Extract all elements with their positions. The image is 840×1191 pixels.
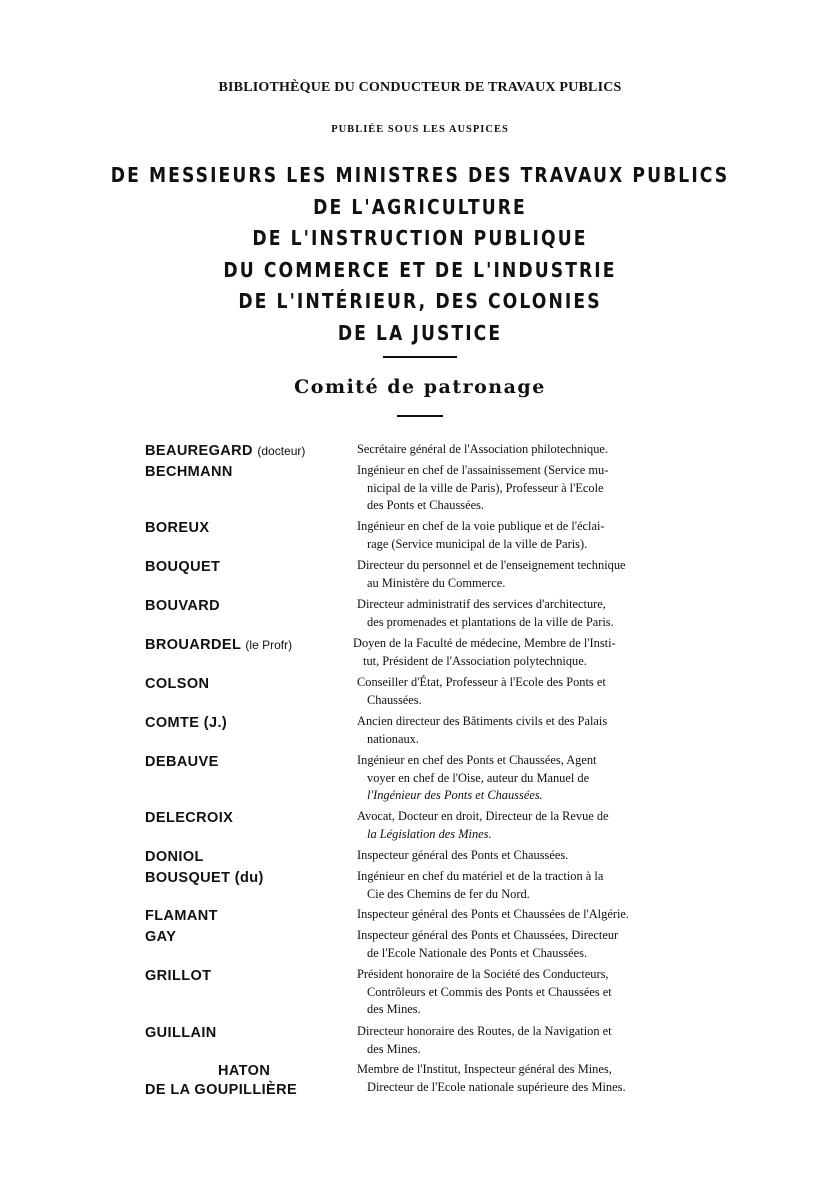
description-line: Secrétaire général de l'Association philotechnique. (357, 442, 608, 456)
description-line: tut, Président de l'Association polytechnique. (363, 653, 587, 668)
member-name: BOUSQUET (du) (145, 870, 264, 886)
member-name: DONIOL (145, 849, 204, 865)
member-name: GRILLOT (145, 968, 212, 984)
description-line: Membre de l'Institut, Inspecteur général des Mines, (357, 1062, 612, 1076)
member-description (357, 966, 713, 1019)
description-line: au Ministère du Commerce. (367, 575, 506, 590)
member-name: COMTE (J.) (145, 715, 228, 731)
description-line: rage (Service municipal de la ville de Paris). (367, 536, 588, 551)
member-description (357, 906, 713, 924)
description-line: Inspecteur général des Ponts et Chaussées. (357, 848, 569, 862)
member-surname: BEAUREGARD (145, 443, 253, 459)
ministry-line: DE L'INSTRUCTION PUBLIQUE (252, 226, 588, 250)
description-line: des Mines. (367, 1041, 421, 1056)
description-line: Directeur administratif des services d'architecture, (357, 597, 606, 611)
description-line: voyer en chef de l'Oise, auteur du Manuel de (367, 770, 590, 785)
ministry-line: DE L'INTÉRIEUR, DES COLONIES (238, 289, 602, 313)
description-line: Avocat, Docteur en droit, Directeur de la Revue de (357, 809, 609, 823)
member-description (357, 713, 713, 748)
description-line: Ingénieur en chef de la voie publique et de l'éclai- (357, 519, 605, 533)
divider-rule (383, 356, 457, 358)
member-qualifier: (le Profr) (245, 638, 293, 652)
description-line: Doyen de la Faculté de médecine, Membre de l'Insti- (353, 636, 616, 650)
member-description (357, 674, 713, 709)
member-name: DEBAUVE (145, 754, 219, 770)
description-line: Chaussées. (367, 692, 422, 707)
ministry-line: DU COMMERCE ET DE L'INDUSTRIE (223, 257, 617, 282)
description-line: des Ponts et Chaussées. (367, 498, 485, 512)
description-line: Directeur honoraire des Routes, de la Navigation et (357, 1024, 612, 1038)
description-line: des promenades et plantations de la ville de Paris. (367, 614, 614, 629)
member-description (357, 868, 713, 903)
description-line: Président honoraire de la Société des Conducteurs, (357, 967, 609, 981)
description-line: Contrôleurs et Commis des Ponts et Chaussées et (367, 984, 612, 999)
member-name: BOREUX (145, 520, 210, 536)
ministries-list (59, 160, 781, 349)
auspices-line: PUBLIÉE SOUS LES AUSPICES (331, 124, 509, 135)
ministry-line: DE L'AGRICULTURE (313, 194, 527, 219)
member-name: FLAMANT (145, 908, 218, 924)
member-name: BOUVARD (145, 598, 221, 614)
member-name: HATON (218, 1063, 271, 1079)
member-description (357, 927, 713, 962)
member-name (145, 441, 355, 461)
member-name-continuation: DE LA GOUPILLIÈRE (145, 1082, 298, 1098)
member-description (357, 462, 713, 515)
divider-rule (397, 415, 443, 417)
description-line: Inspecteur général des Ponts et Chaussées de l'Algérie. (357, 907, 629, 921)
member-qualifier: (docteur) (257, 444, 306, 458)
member-description (353, 635, 713, 670)
member-description (357, 557, 713, 592)
member-surname: BROUARDEL (145, 637, 241, 653)
description-line: Directeur du personnel et de l'enseignement technique (357, 558, 626, 572)
description-line: Directeur de l'Ecole nationale supérieure des Mines. (367, 1079, 626, 1094)
description-line: nationaux. (367, 731, 419, 746)
description-line: des Mines. (367, 1002, 421, 1016)
ministry-line: DE MESSIEURS LES MINISTRES DES TRAVAUX PUBLICS (110, 163, 730, 187)
member-name: GAY (145, 929, 177, 945)
description-line: Conseiller d'État, Professeur à l'Ecole des Ponts et (357, 675, 606, 689)
description-line: Ingénieur en chef du matériel et de la traction à la (357, 869, 604, 883)
member-name: GUILLAIN (145, 1025, 217, 1041)
member-description (357, 808, 713, 843)
ministry-line: DE LA JUSTICE (337, 320, 503, 345)
description-line: de l'Ecole Nationale des Ponts et Chaussées. (367, 945, 588, 960)
description-line: la Législation des Mines. (367, 826, 492, 841)
member-description (357, 518, 713, 553)
member-description (357, 1023, 713, 1058)
description-line: Inspecteur général des Ponts et Chaussées, Directeur (357, 928, 619, 942)
committee-title: Comité de patronage (294, 376, 546, 398)
description-line: nicipal de la ville de Paris), Professeur à l'Ecole (367, 480, 604, 495)
member-description (357, 596, 713, 631)
member-name (145, 635, 355, 655)
description-line: Ingénieur en chef de l'assainissement (Service mu- (357, 463, 609, 477)
member-name: COLSON (145, 676, 210, 692)
description-line: Ancien directeur des Bâtiments civils et des Palais (357, 714, 608, 728)
member-description (357, 752, 713, 805)
member-description (357, 441, 713, 459)
member-name: BOUQUET (145, 559, 221, 575)
member-name: BECHMANN (145, 464, 233, 480)
member-description (357, 847, 713, 865)
member-name: DELECROIX (145, 810, 234, 826)
description-line: l'Ingénieur des Ponts et Chaussées. (367, 788, 543, 802)
series-title: BIBLIOTHÈQUE DU CONDUCTEUR DE TRAVAUX PUBLICS (218, 80, 622, 95)
member-description (357, 1061, 713, 1096)
description-line: Ingénieur en chef des Ponts et Chaussées, Agent (357, 753, 597, 767)
description-line: Cie des Chemins de fer du Nord. (367, 886, 530, 901)
